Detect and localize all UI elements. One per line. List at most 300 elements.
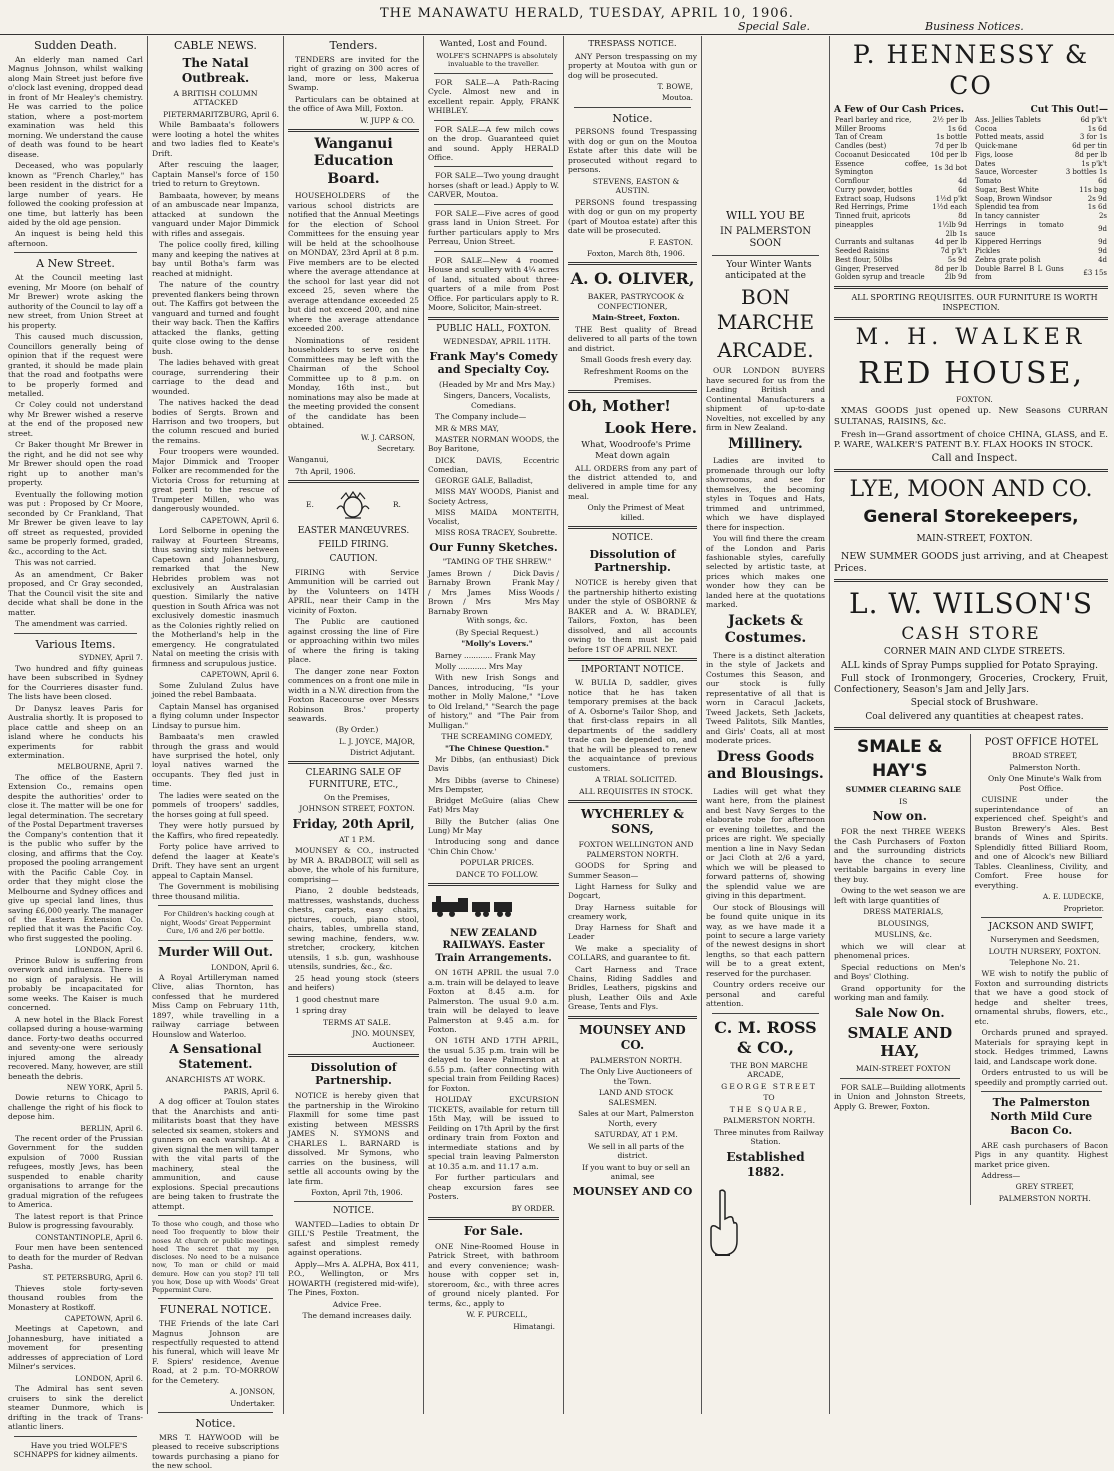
signature: Secretary.	[377, 443, 415, 453]
headline: CAUTION.	[329, 554, 378, 565]
divider	[428, 883, 559, 886]
business-address: GEORGE STREET	[721, 1081, 817, 1091]
ad-text: Only One Minute's Walk from Post Office.	[988, 774, 1102, 793]
cast-list-item: Mr Dibbs, (an enthusiast) Dick Davis	[428, 755, 559, 774]
price-item: Curry powder, bottles	[835, 185, 913, 194]
divider	[158, 1412, 273, 1413]
headline: CLEARING SALE OF FURNITURE, ETC.,	[305, 768, 402, 790]
price-value: 9d	[1098, 238, 1107, 247]
price-row	[974, 125, 1108, 134]
sketch-title: "Molly's Lovers."	[461, 639, 533, 649]
article-paragraph: Prince Bulow is suffering from overwork and influenza. There is no sign of paralysis. He will probably be incapacitated for some weeks. The Kaiser is much concerned.	[8, 955, 143, 1013]
divider	[434, 73, 553, 74]
headline: Sale Now On.	[854, 1005, 945, 1020]
cast-list-item: Mrs Dibbs (averse to Chinese) Mrs Dempster,	[428, 775, 559, 794]
ad-text: Grand opportunity for the working man and family.	[834, 983, 966, 1003]
classified: FOR SALE—Building allotments in Union and Johnston Streets, Apply G. Brewer, Foxton.	[834, 1082, 966, 1111]
ad-text: There is a distinct alteration in the style of Jackets and Costumes this Season, and our stock is fully representative of all that is worn in Caracul Jackets, Tweed Jackets, Seth Jackets, Tweed Palitots, Silk Mantles, and Girls' Coats, all at most moderate prices.	[706, 650, 825, 746]
cast-list-item: Billy the Butcher (alias One Lung) Mr May	[428, 816, 559, 835]
price-value: 7d per lb	[934, 142, 967, 150]
headline: Murder Will Out.	[158, 944, 273, 959]
headline: A Sensational Statement.	[169, 1042, 262, 1072]
list-item: Dray Harness for Shaft and Leader	[568, 923, 697, 942]
article-paragraph: Cr Baker thought Mr Brewer in the right, and he did not see why Mr Brewer should open the road right up to another man's property.	[8, 440, 143, 488]
notice-paragraph: HOUSEHOLDERS of the various school districts are notified that the Annual Meetings for the election of School Committees for the ensuing year will be held at the schoolhouse on MONDAY, 23rd April at 8 p.m. Five members are to be elected where the average attendance at the school for last year did not exceed 25, seven where the average attendance exceeded 25 but did not exceed 200, and nine where the average attendance exceeded 200.	[288, 191, 419, 334]
business-address: MAIN-STREET FOXTON	[855, 1064, 951, 1074]
article-paragraph: The office of the Eastern Extension Co., remains open despite the authorities' order to close it. The matter will be one for legal determination. The secretary of the Postal Department traverses the Company's contention that it is the public who suffer by the closing, and affirms that the Coy. proposed the pooling arrangement with the Pacific Cable Coy. in order that they might close the Melbourne and Sydney offices and give up special land lines, thus saving £6,000 yearly. The manager of the Eastern Extension Co. replied that it was the Pacific Coy. who first suggested the pooling.	[8, 772, 143, 943]
notice-paragraph: MRS T. HAYWOOD will be pleased to receive subscriptions towards purchasing a piano for the new school.	[152, 1432, 279, 1471]
signature: Auctioneer.	[372, 1040, 415, 1050]
sale-date: Friday, 20th April,	[292, 816, 415, 831]
classified: FOR SALE—A few milch cows on the drop. Guaranteed quiet and sound. Apply HERALD Office.	[428, 124, 559, 162]
divider	[568, 1016, 697, 1019]
article-paragraph: The amendment was carried.	[15, 619, 128, 629]
notice-paragraph: The Public are cautioned against crossing the line of Fire or approaching within two miles of where the firing is taking place.	[288, 617, 419, 665]
column-3	[284, 36, 424, 1414]
divider	[568, 390, 697, 393]
headline: Sudden Death.	[34, 39, 117, 52]
article-paragraph: An inquest is being held this afternoon.	[8, 229, 143, 248]
ad-text: Your Winter Wants anticipated at the	[725, 259, 812, 281]
ad-text: Orchards pruned and sprayed. Materials for spraying kept in stock. Hedges trimmed, Lawns laid, and Landscape work done.	[974, 1028, 1108, 1066]
terms: TERMS AT SALE.	[323, 1017, 391, 1027]
article-paragraph: Lord Selborne in opening the railway at Fourteen Streams, thus saving sixty miles between Capetown and Johannesburg, remarked that the New Hebrides problem was not exclusively an Australasian question. Similarly the native question in South Africa was not exclusively domestic inasmuch as the Colonies rightly relied on the Motherland's help in the emergency. He congratulated Natal on meeting the crisis with firmness and scrupulous justice.	[152, 526, 279, 668]
price-row	[834, 273, 968, 282]
pointing-hand-icon	[706, 1189, 740, 1259]
ad-text: CUISINE under the superintendance of an experienced chef. Speight's and Buston Brewery's Ales. Best brands of Wines and Spirits. Splendidly fitted Billiard Room, and one of Alcock's new Billiard Tables. Cleanliness, Civility, and Comfort. Free house for everything.	[974, 795, 1108, 890]
price-value: 2s	[1098, 212, 1107, 220]
ad-text: Coal delivered any quantities at cheapest rates.	[865, 711, 1084, 722]
price-item: Cocoanut Desiccated	[835, 150, 910, 159]
ad-text: If you want to buy or sell an animal, see	[582, 1162, 690, 1182]
ad-text: The Only Live Auctioneers of the Town.	[580, 1067, 692, 1086]
column-4	[424, 36, 564, 1414]
spacer	[706, 36, 825, 206]
store-name: ARCADE.	[717, 338, 814, 363]
headline: The Natal Outbreak.	[181, 55, 250, 85]
signature: L. J. JOYCE, MAJOR,	[338, 736, 415, 746]
price-item: pineapples	[835, 220, 874, 229]
price-row	[834, 177, 968, 186]
price-item: Pickles	[975, 247, 1001, 255]
divider	[158, 940, 273, 941]
divider	[158, 1215, 273, 1216]
place: Wanganui,	[288, 455, 329, 465]
price-value: 5s 9d	[947, 255, 967, 264]
price-value: 6d	[1098, 177, 1107, 185]
price-row	[974, 221, 1108, 239]
divider	[981, 917, 1102, 918]
price-row	[974, 186, 1108, 195]
article-paragraph: Some Zululand Zulus have joined the rebel Bambaata.	[152, 680, 279, 700]
divider	[158, 1298, 273, 1299]
price-row	[974, 142, 1108, 151]
price-item: Sauce, Worcester	[975, 168, 1038, 177]
price-row	[974, 195, 1108, 204]
subheadline: What, Woodroofe's Prime Meat down again	[581, 440, 691, 461]
ad-text: ALL ORDERS from any part of the district attended to, and delivered in ample time for any meal.	[568, 463, 697, 501]
cast-roles: James Brown / Barnaby Brown / Mrs James Brown / Mrs Barnaby Brown	[428, 568, 491, 616]
divider	[834, 317, 1108, 320]
divider	[434, 166, 553, 167]
divider	[14, 252, 137, 253]
ad-text: Small Goods fresh every day.	[580, 355, 692, 365]
signature: A. JONSON,	[230, 1387, 275, 1397]
headline: FEILD FIRING.	[318, 540, 389, 551]
business-address: Palmerston North.	[1009, 762, 1081, 772]
subheadline: (Headed by Mr and Mrs May.)	[439, 380, 555, 389]
price-item: Kippered Herrings	[975, 238, 1042, 247]
divider	[434, 251, 553, 252]
signature: A. E. LUDECKE,	[1042, 892, 1104, 902]
price-row	[974, 133, 1108, 142]
headline: Dissolution of Partnership.	[310, 1060, 397, 1088]
ad-text: (By Special Request.)	[455, 627, 539, 637]
price-value: 1½d p'kt	[935, 194, 967, 203]
headline: Our Funny Sketches.	[429, 540, 558, 554]
sale-items: 1 good chestnut mare	[295, 994, 380, 1004]
article-paragraph: Dowie returns to Chicago to challenge the right of his flock to depose him.	[8, 1093, 143, 1122]
ad-text: Only the Primest of Meat killed.	[587, 503, 685, 522]
price-value: 1s 6d	[947, 124, 967, 133]
price-value: 2½ per lb	[932, 115, 967, 124]
price-item: Potted meats, assid	[975, 133, 1045, 142]
article-paragraph: Captain Mansel has organised a flying column under Inspector Lindsay to pursue him.	[152, 701, 279, 730]
business-trade: Nurserymen and Seedsmen,	[990, 935, 1100, 945]
headline: PUBLIC HALL, FOXTON.	[436, 323, 551, 334]
headline: CABLE NEWS.	[174, 39, 257, 52]
article-paragraph: An elderly man named Carl Magnus Johnson, whilst walking along Main Street just before five o'clock last evening, dropped dead in front of Mr Healey's chemistry. He was carried to the police station, where a post-mortem examination was held this morning. We understand the cause of death was found to be heart disease.	[8, 54, 143, 159]
notice-paragraph: NOTICE is hereby given that the partnership hitherto existing under the style of OSBORNE & BAKER and A. W. BRADLEY, Tailors, Foxton, has been dissolved, and all accounts owing to them must be paid before 1ST OF APRIL NEXT.	[568, 578, 697, 654]
business-name: LYE, MOON AND CO.	[849, 477, 1093, 503]
royal-crest-row	[288, 487, 419, 523]
price-value: 8d per lb	[934, 264, 967, 273]
business-address: MAIN-STREET, FOXTON.	[916, 534, 1033, 545]
business-address: FOXTON WELLINGTON AND PALMERSTON NORTH.	[578, 840, 694, 859]
price-row	[834, 160, 968, 178]
headline: Notice.	[612, 111, 653, 125]
headline: NOTICE.	[611, 533, 654, 544]
price-row	[974, 177, 1108, 186]
headline: Oh, Mother!	[568, 396, 671, 415]
royal-crest-icon	[333, 489, 373, 521]
divider	[712, 1013, 819, 1014]
notice-paragraph: FIRING with Service Ammunition will be carried out by the Volunteers on 14TH APRIL, near their Camp in the vicinity of Foxton.	[288, 567, 419, 615]
column-7	[830, 36, 1112, 1414]
crest-letter-r: R.	[392, 500, 401, 510]
price-item: Ass. Jellies Tablets	[975, 115, 1041, 124]
sale-time: AT 1 P.M.	[339, 834, 375, 844]
price-value: 9d	[1098, 225, 1107, 234]
column-1	[4, 36, 148, 1460]
divider	[288, 761, 419, 764]
divider	[568, 526, 697, 529]
classified: FOR SALE—Five acres of good grass land in Union Street. For further particulars apply to Mrs Perreau, Union Street.	[428, 208, 559, 247]
price-row	[834, 133, 968, 142]
article-paragraph: Eventually the following motion was put : Proposed by Cr Moore, seconded by Cr Frankland, That Mr Brewer be given leave to lay off street as requested, provided same be properly formed, graded, &c., according to the Act.	[8, 489, 143, 556]
divider	[428, 317, 559, 320]
price-item: Soap, Brown Windsor	[975, 194, 1052, 203]
sale-location: On the Premises,	[324, 792, 390, 802]
notice-paragraph: MOUNSEY & CO., instructed by MR A. BRADBOLT, will sell as above, the whole of his furniture, comprising—	[288, 846, 419, 884]
price-value: 11s bag	[1079, 185, 1107, 194]
article-paragraph: The ladies behaved with great courage, surrendering their carriage to the dead and wounded.	[152, 358, 279, 396]
dateline: PARIS, April 6.	[223, 1087, 279, 1097]
price-row	[974, 212, 1108, 221]
signature: T. BOWE,	[657, 82, 693, 92]
price-value: 10d per lb	[930, 150, 967, 159]
article-paragraph: A dog officer at Toulon states that the Anarchists and anti-militarists boast that they have selected six seamen, stokers and gunners on each warship. At a given signal the men will tamper with the vital parts of the machinery, steal the ammunition, and cause explosions. Special precautions are being taken to frustrate the attempt.	[152, 1097, 279, 1211]
ad-text: Ladies are invited to promenade through our lofty showrooms, and see for themselves, the becoming styles in Toques and Hats, trimmed and untrimmed, which we have displayed there for inspection.	[706, 456, 825, 532]
headline: Millinery.	[728, 435, 803, 452]
business-name: P. HENNESSY & CO	[852, 40, 1090, 101]
notice-paragraph: Nominations of resident householders to serve on the Committees may be left with the Chairman of the School Committee up to 8 p.m. on Monday, 16th inst., but nominations may also be made at the meeting provided the consent of the candidate has been obtained.	[288, 335, 419, 431]
ad-text: XMAS GOODS just opened up. New Seasons CURRAN SULTANAS, RAISINS, &c.	[834, 406, 1108, 428]
business-address: PALMERSTON NORTH.	[589, 1055, 683, 1065]
ad-text: With new Irish Songs and Dances, introducing, "Is your mother in Molly Malone," "Love to Old Ireland," "Search the page of history," and "The Pair from Mulligan."	[428, 673, 559, 730]
business-name: M. H. WALKER	[855, 325, 1087, 350]
article-paragraph: They were hotly pursued by the Kaffirs, who fired repeatedly.	[152, 821, 279, 840]
price-value: 1s 3d bot	[934, 163, 967, 172]
cast-list-item: Bridget McGuire (alias Chew Fat) Mrs May	[428, 796, 559, 815]
dateline: CAPETOWN, April 6.	[200, 670, 279, 680]
notice-paragraph: NOTICE is hereby given that the partnership in the Wirokino Flaxmill for some time past existing between MESSRS JAMES N. SYMONS and CHARLES L. BARNARD is dissolved. Mr Symons, who carries on the business, will settle all accounts owing by the late firm.	[288, 1091, 419, 1186]
price-value: 9d	[1098, 247, 1107, 255]
ad-text: Cart Harness and Trace Chains, Riding Saddles and Bridles, Leathers, pigskins and plush, Leather Oils and Axle Grease, Tents and Flys.	[568, 964, 697, 1012]
ad-text: Refreshment Rooms on the Premises.	[583, 366, 689, 386]
divider	[834, 469, 1108, 472]
notice-paragraph: For further particulars and cheap excursion fares see Posters.	[428, 1173, 559, 1202]
headline: Look Here.	[604, 418, 697, 437]
ad-text: NEW SUMMER GOODS just arriving, and at Cheapest Prices.	[834, 551, 1108, 575]
business-name: L. W. WILSON'S	[848, 587, 1094, 621]
ad-text: The Company include—	[435, 412, 527, 422]
price-row	[834, 195, 968, 204]
price-value: 2s 9d	[1087, 194, 1107, 203]
price-row	[974, 203, 1108, 212]
signature: JNO. MOUNSEY,	[352, 1029, 415, 1039]
article-paragraph: The Admiral has sent seven cruisers to sink the derelict steamer Dunmore, which is drifting in the track of Trans-atlantic liners.	[8, 1384, 143, 1432]
headline: Wanted, Lost and Found.	[439, 39, 548, 49]
price-row	[834, 265, 968, 274]
price-row	[974, 151, 1108, 160]
dateline: LONDON, April 6.	[211, 962, 279, 972]
price-list-title: A Few of Our Cash Prices.	[834, 104, 964, 115]
headline: NOTICE.	[332, 1206, 375, 1217]
article-paragraph: While Bambaata's followers were looting a hotel the whites and two ladies fled to Keate's Drift.	[152, 120, 279, 158]
signature: W. J. CARSON,	[360, 432, 415, 442]
business-address: BROAD STREET,	[1012, 751, 1078, 761]
business-name: WYCHERLEY & SONS,	[580, 807, 684, 837]
divider	[840, 1078, 960, 1079]
price-item: Extract soap, Hudsons	[835, 194, 916, 203]
business-notices-label: Business Notices.	[925, 20, 1024, 33]
business-address: TO	[763, 1093, 775, 1103]
cast-list-item: MISS MAY WOODS, Pianist and Society Actress,	[428, 487, 559, 506]
headline: IN PALMERSTON SOON	[719, 225, 812, 250]
price-value: 3 for 1s	[1079, 133, 1107, 142]
article-paragraph: Bambaata's men crawled through the grass and would have surprised the hotel, only loyal natives warned the occupants. They fled just in time.	[152, 732, 279, 789]
ad-text: Full stock of Ironmongery, Groceries, Crockery, Fruit, Confectionery, Season's Jam and Jelly Jars.	[834, 673, 1108, 696]
sale-items: 1 spring dray	[295, 1006, 347, 1016]
price-row	[834, 212, 968, 221]
article-paragraph: This was not carried.	[15, 558, 97, 568]
article-paragraph: Four troopers were wounded. Major Dimmick and Trooper Folker are recommended for the Victoria Cross for returning at great peril to the rescue of Trumpeter Millen, who was dangerously wounded.	[152, 447, 279, 514]
notice-paragraph: ON 16TH AND 17TH APRIL, the usual 5.35 p.m. train will be delayed to leave Palmerston at 6.55 p.m. (after connecting with special train from Feilding Races) for Foxton.	[428, 1036, 559, 1093]
bottom-ads	[834, 734, 1108, 1205]
signature: STEVENS, EASTON & AUSTIN.	[592, 176, 680, 196]
headline: WILL YOU BE	[726, 209, 805, 222]
article-paragraph: A Royal Artilleryman named Clive, alias Thornton, has confessed that he murdered Miss Camp on February 11th, 1897, while travelling in a railway carriage between Hounslow and Waterloo.	[152, 972, 279, 1039]
headline: IMPORTANT NOTICE.	[581, 665, 684, 676]
headline: Dissolution of Partnership.	[589, 547, 676, 575]
sketch-title: THE SCREAMING COMEDY,	[441, 732, 553, 742]
signature: W. JUPP & CO.	[359, 115, 415, 125]
price-value: 4d	[1098, 255, 1107, 264]
divider	[834, 727, 1108, 730]
cast-actors: Dick Davis / Frank May / Miss Woods / Mrs May	[508, 568, 559, 607]
store-name: RED HOUSE,	[857, 355, 1085, 391]
business-address: FOXTON.	[956, 395, 993, 404]
subheadline: ANARCHISTS AT WORK.	[165, 1075, 266, 1085]
price-item: Splendid tea from	[975, 203, 1039, 212]
price-item: Quick-mane	[975, 142, 1018, 150]
price-item: Cornflour	[835, 177, 870, 185]
ad-text: Introducing song and dance 'Chin Chin Chow.'	[428, 837, 559, 856]
column-2	[148, 36, 284, 1471]
sale-location: JOHNSON STREET, FOXTON.	[299, 804, 415, 814]
price-row	[974, 116, 1108, 125]
ad-text: We make a speciality of COLLARS, and guarantee to fit.	[568, 943, 697, 963]
price-row	[974, 160, 1108, 169]
headline: Now on.	[872, 809, 927, 824]
classified: FOR SALE—New 4 roomed House and scullery with 4¼ acres of land, situated about three-quarters of a mile from Post Office. For particulars apply to R. Moore, Solicitor, Main-street.	[428, 255, 559, 313]
column-6	[702, 36, 830, 1414]
ad-text: We sell in all parts of the district.	[588, 1141, 684, 1161]
dateline: MELBOURNE, April 7.	[57, 762, 143, 772]
price-row	[834, 186, 968, 195]
price-item: Cocoa	[975, 124, 997, 133]
business-address: CORNER MAIN AND CLYDE STREETS.	[883, 647, 1066, 658]
date: WEDNESDAY, APRIL 11TH.	[443, 337, 551, 347]
signature: District Adjutant.	[350, 748, 415, 758]
price-value: 6d p'k't	[1080, 115, 1107, 124]
sale-items: Piano, 2 double bedsteads, mattresses, washstands, duchess chests, carpets, easy chairs, pictures, couch, piano stool, chairs, tables, umbrella stand, sewing machine, fenders, w.w. stretcher, crockery, kitchen utensils, 1 s.b. gun, washhouse utensils, sundries, &c., &c.	[288, 886, 419, 972]
notice-paragraph: PERSONS found Trespassing with dog or gun on the Moutoa Estate after this date will be prosecuted without regard to persons.	[568, 127, 697, 175]
cast-list-item: MR & MRS MAY,	[435, 423, 499, 433]
divider	[568, 658, 697, 661]
price-row	[974, 247, 1108, 256]
ad-text: WOLFE'S SCHNAPPS is absolutely invaluable to the traveller.	[436, 51, 558, 69]
price-item: Tomato	[975, 177, 1002, 185]
headline: NEW ZEALAND RAILWAYS. Easter Train Arrangements.	[435, 927, 552, 964]
cast-list-item: DICK DAVIS, Eccentric Comedian,	[428, 455, 559, 474]
price-value: 6d	[958, 185, 967, 194]
business-address: PALMERSTON NORTH.	[722, 1116, 816, 1126]
headline: For Sale.	[463, 1223, 524, 1238]
signature: Moutoa.	[662, 93, 693, 103]
dateline: CAPETOWN, April 6.	[200, 515, 279, 525]
article-paragraph: A new hotel in the Black Forest collapsed during a house-warming dance. Forty-two deaths occurred and seventy-one were seriously injured among the already recovered. Many, however, are still beneath the debris.	[8, 1014, 144, 1081]
signature: Himatangi.	[513, 1321, 555, 1331]
price-value: 8d per lb	[1074, 150, 1107, 159]
divider	[294, 1201, 413, 1202]
classified: FOR SALE—Two young draught horses (shaft or lead.) Apply to W. CARVER, Moutoa.	[428, 171, 559, 200]
business-address: LOUTH NURSERY, FOXTON.	[988, 946, 1101, 956]
article-paragraph: The Government is mobilising three thousand militia.	[152, 882, 279, 901]
article-paragraph: The nature of the country prevented flankers being thrown out. The Kaffirs got between the vanguard and turned and fought their way back. Then the Kaffirs attacked the flanks, getting quite close owing to the dense bush.	[152, 280, 279, 356]
list-item: BLOUSINGS,	[877, 918, 930, 928]
notice-paragraph: Apply—Mrs A. ALPHA, Box 411, P.O., Wellington, or Mrs HOWARTH (registered mid-wife), The Pines, Foxton.	[288, 1259, 419, 1298]
headline: TRESPASS NOTICE.	[588, 39, 677, 49]
price-row	[834, 238, 968, 247]
price-value: 6d per tin	[1072, 142, 1107, 150]
article-paragraph: After rescuing the laager, Captain Mansel's force of 150 tried to return to Greytown.	[152, 160, 279, 189]
article-paragraph: The ladies were seated on the pommels of troopers' saddles, the horses going at full speed.	[152, 790, 279, 819]
price-row	[974, 168, 1108, 177]
business-name: MOUNSEY AND CO.	[579, 1022, 686, 1052]
cast-list-item: MASTER NORMAN WOODS, the Boy Baritone,	[428, 435, 559, 454]
business-name: POST OFFICE HOTEL	[984, 736, 1098, 748]
headline: FUNERAL NOTICE.	[159, 1303, 272, 1317]
cast-list-item: MISS ROSA TRACEY, Soubrette.	[435, 528, 558, 538]
price-value: £3 15s	[1083, 268, 1107, 277]
price-row	[974, 256, 1108, 265]
business-address: Main-Street, Foxton.	[592, 313, 680, 323]
price-row	[834, 221, 968, 230]
notice-paragraph: W. BULIA D, saddler, gives notice that he has taken temporary premises at the back of A. Osborne's Tailor Shop, and that first-class repairs in all departments of the saddlery trade can be depended on, and that he will be pleased to renew the acquaintance of previous customers.	[568, 678, 697, 773]
ad-text: Ladies will get what they want here, from the plainest and best Navy Serges to the elaborate robe for afternoon or evening toilettes, and the prices are right. We specially mention a line in Navy Sedan or Jaci Cloth at 2/6 a yard, which we will be pleased to forward patterns of, showing the splendid value we are giving in this department.	[706, 786, 825, 901]
column-5	[564, 36, 702, 1414]
price-value: 2lb 9d	[944, 273, 967, 282]
price-item: Double Barrel B L Guns from	[975, 264, 1064, 282]
price-item: Tan of Cream	[835, 133, 883, 142]
list-item: DRESS MATERIALS,	[863, 907, 944, 917]
price-value: 2lb 1s	[945, 229, 967, 238]
business-name: C. M. ROSS & CO.,	[714, 1017, 817, 1057]
ad-text: Three minutes from Railway Station.	[714, 1127, 824, 1147]
business-address: THE SQUARE,	[729, 1104, 809, 1114]
divider	[288, 480, 419, 483]
notice-paragraph: WANTED—Ladies to obtain Dr GILL'S Pestile Treatment, the safest and simplest remedy against operations.	[288, 1219, 419, 1258]
price-value: 4d	[958, 177, 967, 185]
divider	[434, 204, 553, 205]
list-item: MUSLINS, &c.	[874, 930, 932, 940]
crest-letter-e: E.	[306, 500, 314, 510]
signature: F. EASTON.	[649, 237, 693, 247]
ad-text: LAND AND STOCK SALESMEN.	[598, 1088, 674, 1107]
signature: W. F. PURCELL,	[466, 1310, 528, 1320]
ad-text: For Children's hacking cough at night, Woods' Great Peppermint Cure, 1/6 and 2/6 per bottle.	[160, 910, 275, 936]
store-name: CASH STORE	[901, 624, 1041, 645]
headline: Notice.	[195, 1416, 236, 1430]
cast-list-item: GEORGE GALE, Balladist,	[435, 476, 533, 486]
article-paragraph: This caused much discussion, Councillors generally being of opinion that if the request were granted, it should be made plain that the road and footpaths were to be properly formed and metalled.	[8, 332, 143, 398]
article-paragraph: As an amendment, Cr Baker proposed, and Cr Gray seconded, That the Council visit the site and decide what shall be done in the matter.	[8, 569, 143, 617]
list-item: Dray Harness suitable for creamery work,	[568, 902, 697, 921]
dateline: SYDNEY, April 7.	[78, 653, 143, 663]
price-value: 8d	[958, 212, 967, 220]
business-name: SMALE AND HAY,	[847, 1023, 953, 1061]
price-item: Tinned fruit, apricots	[835, 212, 911, 220]
price-item: Dates	[975, 159, 996, 168]
price-item: Herrings in tomato sauce	[975, 220, 1064, 238]
price-item: Currants and sultanas	[835, 238, 914, 247]
ad-text: DANCE TO FOLLOW.	[455, 869, 539, 879]
list-item: Light Harness for Sulky and Dogcart,	[568, 882, 697, 901]
article-paragraph: Cr Coley could not understand why Mr Brewer wished a reserve at the end of the proposed new street.	[8, 400, 143, 438]
business-name: MOUNSEY AND CO	[572, 1184, 693, 1198]
